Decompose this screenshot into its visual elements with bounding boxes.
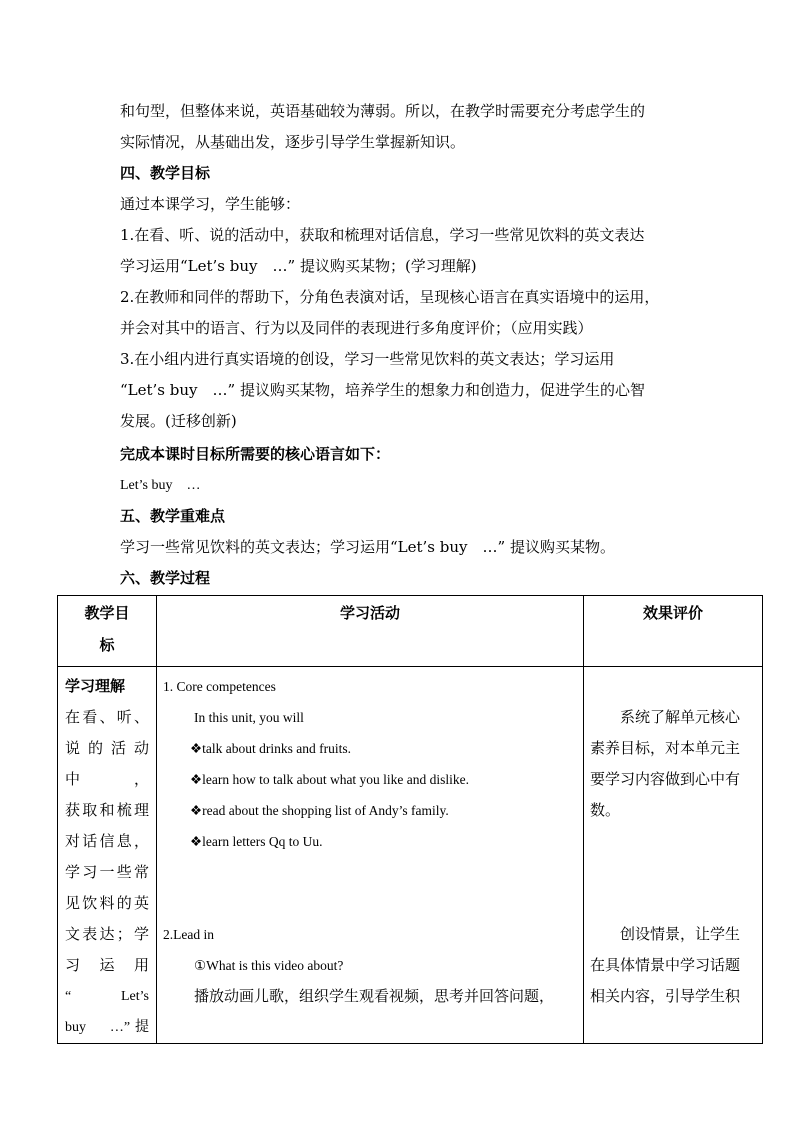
header-goal-line1: 教学目 <box>84 604 130 622</box>
paragraph-line: 实际情况，从基础出发，逐步引导学生掌握新知识。 <box>120 133 466 151</box>
section-heading-objectives: 四、教学目标 <box>120 164 211 182</box>
objective-1-line: 1.在看、听、说的活动中，获取和梳理对话信息，学习一些常见饮料的英文表达 <box>120 226 645 244</box>
objective-3-line: “Let’s buy …” 提议购买某物，培养学生的想象力和创造力，促进学生的心智 <box>120 381 645 399</box>
header-goal <box>58 596 157 667</box>
core-language-text: Let’s buy … <box>120 478 201 493</box>
section-heading-key-points: 五、教学重难点 <box>120 507 226 525</box>
eval-text: 系统了解单元核心素养目标，对本单元主要学习内容做到心中有数。 <box>590 708 741 819</box>
table-row <box>58 667 763 1044</box>
goal-line: 文表达；学 <box>65 925 149 943</box>
activity-description: 播放动画儿歌，组织学生观看视频，思考并回答问题， <box>194 987 555 1005</box>
activity-section-title: 2.Lead in <box>163 927 214 942</box>
section-heading-process: 六、教学过程 <box>120 569 211 587</box>
activity-section-title: 1. Core competences <box>163 679 276 694</box>
teaching-process-table <box>57 595 763 1044</box>
header-eval-label: 效果评价 <box>642 604 703 622</box>
header-goal-line2: 标 <box>99 636 115 654</box>
paragraph-line: 通过本课学习，学生能够： <box>120 195 301 213</box>
activity-list-item: ❖read about the shopping list of Andy’s family. <box>190 803 449 818</box>
activity-intro: In this unit, you will <box>194 710 304 725</box>
activity-list-item: ❖talk about drinks and fruits. <box>190 741 351 756</box>
key-points-text: 学习一些常见饮料的英文表达；学习运用“Let’s buy …” 提议购买某物。 <box>120 538 615 556</box>
core-language-heading: 完成本课时目标所需要的核心语言如下： <box>120 445 391 463</box>
header-activity <box>157 596 584 667</box>
goal-line: 说的活动中， <box>65 739 149 788</box>
header-eval <box>584 596 763 667</box>
goal-line: 获取和梳理 <box>65 801 149 819</box>
goal-title: 学习理解 <box>65 677 126 695</box>
goal-line: 对话信息， <box>65 832 149 850</box>
objective-3-line: 3.在小组内进行真实语境的创设，学习一些常见饮料的英文表达；学习运用 <box>120 350 615 368</box>
eval-cell <box>584 667 763 1044</box>
activity-cell <box>157 667 584 1044</box>
objective-1-line: 学习运用“Let’s buy …” 提议购买某物；(学习理解) <box>120 257 477 275</box>
objective-2-line: 2.在教师和同伴的帮助下，分角色表演对话，呈现核心语言在真实语境中的运用， <box>120 288 660 306</box>
goal-line: “ Let’s <box>65 989 149 1004</box>
goal-cell <box>58 667 157 1044</box>
activity-list-item: ❖learn how to talk about what you like and dislike. <box>190 772 470 787</box>
objective-3-line: 发展。(迁移创新) <box>120 412 237 430</box>
activity-question: ①What is this video about? <box>194 958 344 973</box>
paragraph-line: 和句型，但整体来说，英语基础较为薄弱。所以，在教学时需要充分考虑学生的 <box>120 102 646 120</box>
objective-2-line: 并会对其中的语言、行为以及同伴的表现进行多角度评价；（应用实践） <box>120 319 593 337</box>
header-activity-label: 学习活动 <box>339 604 400 622</box>
goal-line: 见饮料的英 <box>65 894 149 912</box>
eval-text: 创设情景，让学生在具体情景中学习话题相关内容，引导学生积 <box>590 925 741 1005</box>
goal-line: 学习一些常 <box>65 863 149 881</box>
goal-line: 习 运 用 <box>65 956 149 974</box>
spacer <box>163 857 577 919</box>
goal-line: 在看、听、 <box>65 708 149 726</box>
goal-line: buy …”提 <box>65 1020 149 1035</box>
activity-list-item: ❖learn letters Qq to Uu. <box>190 834 323 849</box>
table-header-row <box>58 596 763 667</box>
